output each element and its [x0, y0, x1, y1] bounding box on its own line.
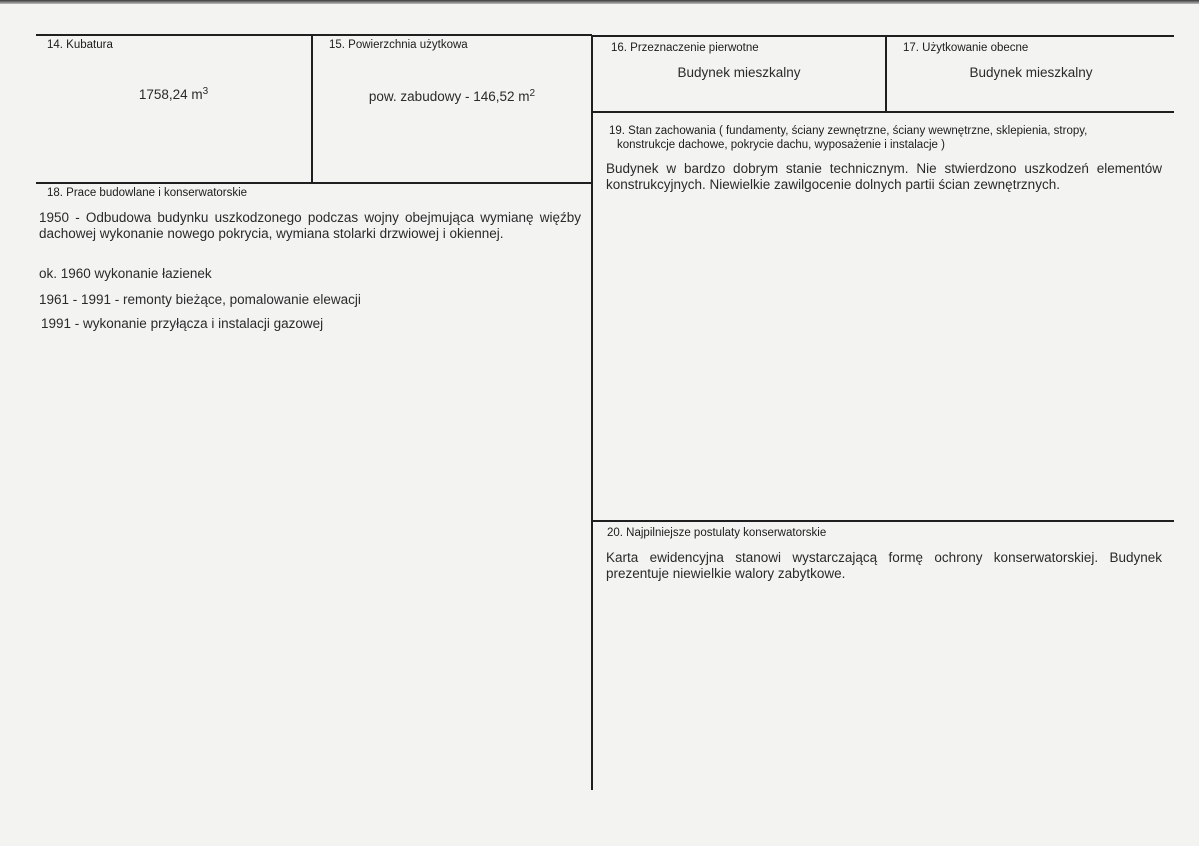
field-18-entry-4: 1991 - wykonanie przyłącza i instalacji gazowej [41, 316, 324, 331]
top-border-left [36, 34, 592, 36]
field-18-entry-3: 1961 - 1991 - remonty bieżące, pomalowanie elewacji [39, 292, 361, 307]
divider-14-18 [36, 182, 592, 184]
field-20-text: Karta ewidencyjna stanowi wystarczającą formę ochrony konserwatorskiej. Budynek prezentuje niewielkie walory zabytkowe. [606, 550, 1162, 581]
field-20-label: 20. Najpilniejsze postulaty konserwatorskie [607, 527, 827, 539]
field-18-entry-2: ok. 1960 wykonanie łazienek [39, 266, 212, 281]
scan-edge [0, 0, 1199, 4]
field-18-entry-1: 1950 - Odbudowa budynku uszkodzonego podczas wojny obejmująca wymianę więźby dachowej wykonanie nowego pokrycia, wymiana stolarki drzwiowej i okiennej. [39, 210, 581, 241]
field-15-value [312, 88, 592, 104]
field-17-label: 17. Użytkowanie obecne [903, 42, 1029, 54]
field-14-unit-superscript: 3 [202, 86, 209, 97]
field-17-value: Budynek mieszkalny [969, 65, 1093, 80]
divider-19-20 [592, 520, 1174, 522]
field-19-text: Budynek w bardzo dobrym stanie technicznym. Nie stwierdzono uszkodzeń elementów konstrukcyjnych. Niewielkie zawilgocenie dolnych partii ścian zewnętrznych. [606, 161, 1162, 192]
field-15-number: pow. zabudowy - 146,52 m [368, 89, 530, 104]
field-15-label: 15. Powierzchnia użytkowa [329, 39, 468, 51]
field-14-number: 1758,24 m [138, 87, 203, 102]
field-19-label-line-1: 19. Stan zachowania ( fundamenty, ściany zewnętrzne, ściany wewnętrzne, sklepienia, stropy, [609, 125, 1088, 137]
center-divider [591, 35, 593, 790]
top-border-right [592, 35, 1174, 37]
field-15-unit-superscript: 2 [529, 88, 536, 99]
field-19-label [609, 124, 1087, 152]
field-16-value: Budynek mieszkalny [677, 65, 801, 80]
field-18-label: 18. Prace budowlane i konserwatorskie [47, 187, 248, 199]
divider-16-19 [592, 111, 1174, 113]
field-14-label: 14. Kubatura [47, 39, 113, 51]
field-16-label: 16. Przeznaczenie pierwotne [611, 42, 759, 54]
divider-14-15 [311, 34, 313, 183]
field-14-value [36, 86, 311, 102]
field-19-label-line-2: konstrukcje dachowe, pokrycie dachu, wyposażenie i instalacje ) [617, 139, 945, 151]
